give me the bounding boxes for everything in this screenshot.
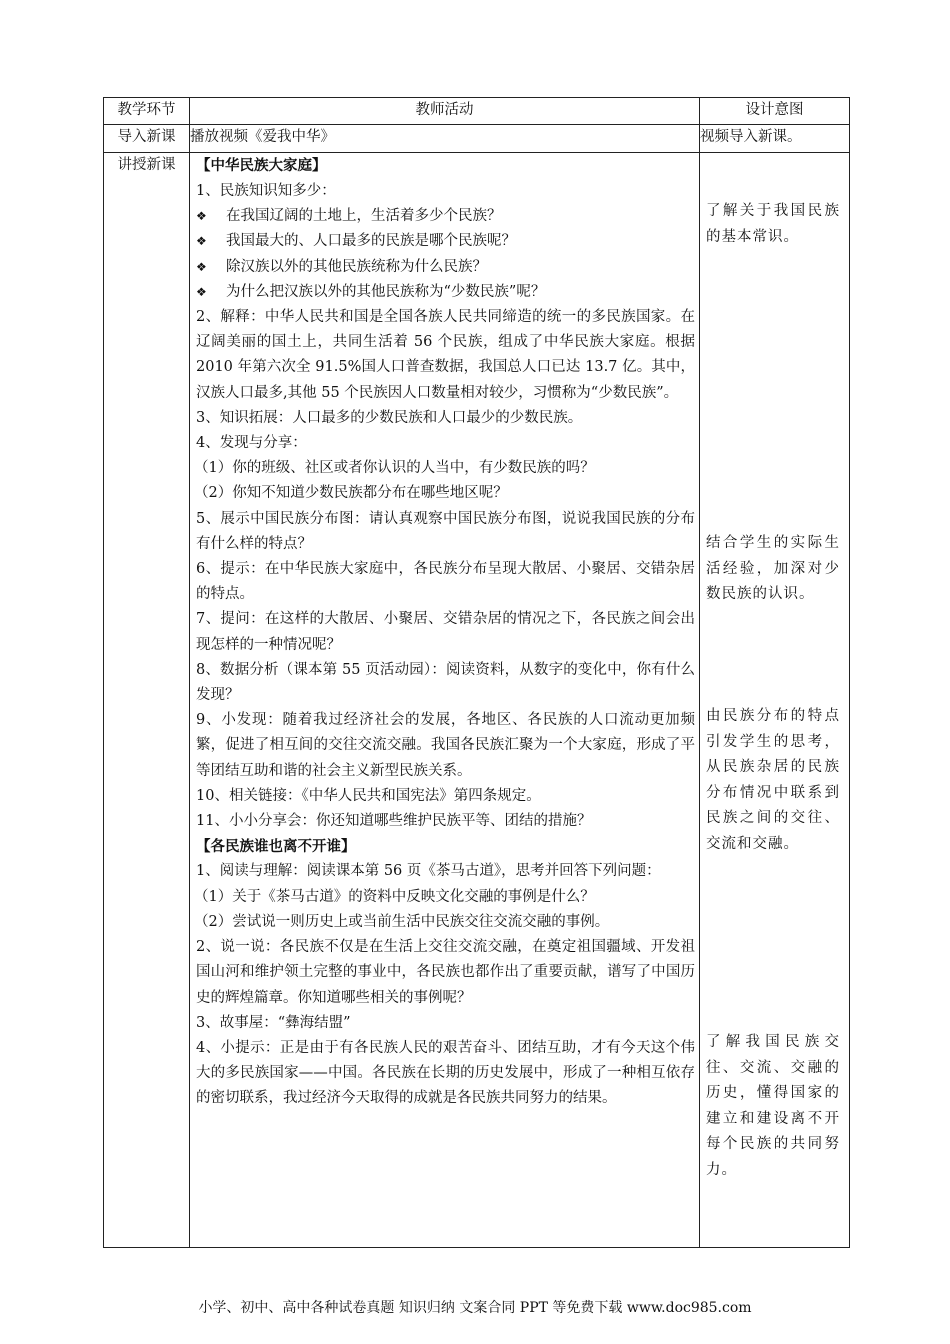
activity-line: 11、小小分享会：你还知道哪些维护民族平等、团结的措施？	[196, 813, 592, 830]
activity-line: 1、民族知识知多少：	[196, 183, 336, 199]
activity-line: 4、发现与分享：	[196, 435, 307, 452]
activity-paragraph: 5、展示中国民族分布图：请认真观察中国民族分布图，说说我国民族的分布有什么样的特点？	[196, 510, 695, 552]
intro-stage: 导入新课	[104, 125, 190, 153]
activity-paragraph: 7、提问：在这样的大散居、小聚居、交错杂居的情况之下，各民族之间会出现怎样的一种情况呢？	[196, 611, 695, 653]
activity-line: 10、相关链接：《中华人民共和国宪法》第四条规定。	[196, 787, 541, 804]
intent-note: 结合学生的实际生活经验，加深对少数民族的认识。	[706, 535, 840, 602]
sub-question: （2）尝试说一则历史上或当前生活中民族交往交流交融的事例。	[194, 913, 610, 930]
main-intent	[700, 153, 850, 1248]
activity-paragraph: 2、说一说：各民族不仅是在生活上交往交流交融，在奠定祖国疆域、开发祖国山河和维护领土完整的事业中，各民族也都作出了重要贡献，谱写了中国历史的辉煌篇章。你知道哪些相关的事例呢？	[196, 939, 695, 1006]
section-heading-2: 【各民族谁也离不开谁】	[196, 838, 356, 856]
header-activity: 教师活动	[190, 98, 700, 125]
activity-paragraph: 1、阅读与理解：阅读课本第 56 页《茶马古道》，思考并回答下列问题：	[196, 863, 661, 880]
sub-question: （1）关于《茶马古道》的资料中反映文化交融的事例是什么？	[194, 888, 595, 905]
bullet-question: ❖ 为什么把汉族以外的其他民族称为“少数民族”呢？	[190, 280, 699, 305]
activity-line: 3、知识拓展：人口最多的少数民族和人口最少的少数民族。	[196, 409, 583, 426]
main-stage: 讲授新课	[104, 153, 190, 1248]
activity-paragraph: 2、解释：中华人民共和国是全国各族人民共同缔造的统一的多民族国家。在辽阔美丽的国土上，共同生活着 56 个民族，组成了中华民族大家庭。根据 2010 年第六次全 91.5%国人口普查数据，我国总人口已达 13.7 亿。其中，汉族人口最多,其他 55 个民族因人口数量相对较少，习惯称为“少数民族”。	[196, 309, 695, 401]
page-footer: 小学、初中、高中各种试卷真题 知识归纳 文案合同 PPT 等免费下载 www.doc985.com	[198, 1300, 752, 1316]
intro-intent: 视频导入新课。	[700, 125, 850, 153]
header-stage: 教学环节	[104, 98, 190, 125]
section-heading-1: 【中华民族大家庭】	[196, 157, 327, 174]
intro-activity: 播放视频《爱我中华》	[190, 125, 700, 153]
main-activity	[190, 153, 700, 1248]
intent-note: 由民族分布的特点引发学生的思考，从民族杂居的民族分布情况中联系到民族之间的交往、交流和交融。	[706, 708, 840, 852]
lesson-plan-table	[103, 97, 850, 1248]
activity-paragraph: 4、小提示：正是由于有各民族人民的艰苦奋斗、团结互助，才有今天这个伟大的多民族国家——中国。各民族在长期的历史发展中，形成了一种相互依存的密切联系，我过经济今天取得的成就是各民族共同努力的结果。	[196, 1039, 695, 1107]
intent-note: 了解关于我国民族的基本常识。	[706, 203, 840, 245]
table-header-row	[104, 98, 850, 125]
intent-note: 了解我国民族交往、交流、交融的历史，懂得国家的建立和建设离不开每个民族的共同努力。	[706, 1034, 840, 1178]
header-intent: 设计意图	[700, 98, 850, 125]
activity-paragraph: 9、小发现：随着我过经济社会的发展，各地区、各民族的人口流动更加频繁，促进了相互间的交往交流交融。我国各民族汇聚为一个大家庭，形成了平等团结互助和谐的社会主义新型民族关系。	[196, 712, 695, 779]
activity-paragraph: 8、数据分析（课本第 55 页活动园）：阅读资料，从数字的变化中，你有什么发现？	[196, 661, 695, 704]
sub-question: （1）你的班级、社区或者你认识的人当中，有少数民族的吗？	[194, 460, 595, 477]
sub-question: （2）你知不知道少数民族都分布在哪些地区呢？	[194, 485, 508, 502]
bullet-question: ❖ 在我国辽阔的土地上，生活着多少个民族？	[190, 204, 699, 229]
activity-paragraph: 6、提示：在中华民族大家庭中，各民族分布呈现大散居、小聚居、交错杂居的特点。	[196, 561, 695, 603]
activity-line: 3、故事屋：“彝海结盟”	[196, 1014, 351, 1031]
intro-row	[104, 125, 850, 153]
bullet-question: ❖ 除汉族以外的其他民族统称为什么民族？	[190, 255, 699, 280]
bullet-question: ❖ 我国最大的、人口最多的民族是哪个民族呢？	[190, 229, 699, 254]
main-row	[104, 153, 850, 1248]
